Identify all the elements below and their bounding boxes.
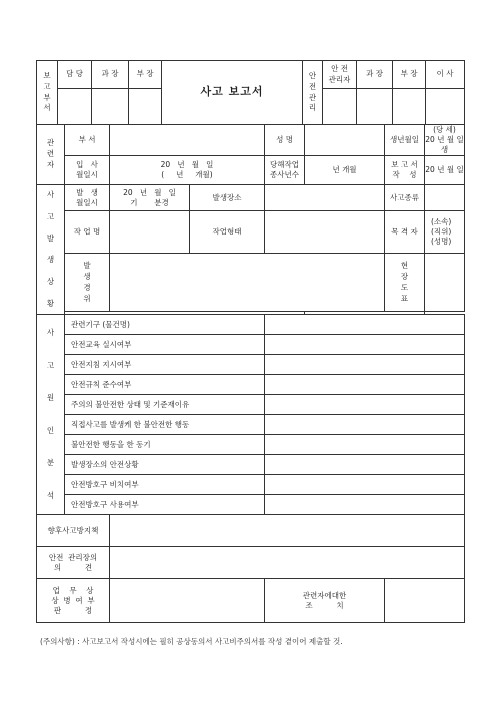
birth-label: 생년월일 [385,125,425,156]
cause-item-label: 안전방호구 비치여부 [65,475,265,495]
safety-mgmt-label: 안 전 관 리 [303,61,323,125]
written-date-field[interactable]: 20 년 월 일 [425,156,465,185]
sign-box-director[interactable] [426,89,465,125]
cause-item-label: 직접사고를 발생케 한 불안전한 행동 [65,415,265,435]
process-label: 발 생 경 위 [65,254,110,312]
process-field[interactable] [110,254,385,312]
manager-opinion-field[interactable] [110,547,465,579]
dept-label: 부 서 [65,125,110,156]
accident-report-table [36,124,465,623]
page-title: 사고 보고서 [162,61,303,125]
manager-opinion-label: 안전 관리장의 의 견 [37,547,110,579]
work-years-label: 당해작업 종사년수 [265,156,305,185]
sign-box-section-chief-2[interactable] [357,89,393,125]
cause-item-field[interactable] [265,455,465,475]
sign-box-in-charge[interactable] [58,89,92,125]
name-label: 성 명 [265,125,305,156]
work-name-field[interactable] [110,211,190,254]
witness-name-text: (성명) [431,237,452,247]
witness-title-text: (직위) [431,227,452,237]
approval-header-table [36,60,465,125]
work-years-field[interactable]: 년 개월 [305,156,385,185]
sign-box-safety-manager[interactable] [323,89,357,125]
work-form-field[interactable] [265,211,385,254]
occur-datetime-label: 발 생 월일시 [65,185,110,211]
prevention-label: 향후사고방지책 [37,515,110,547]
prevention-field[interactable] [110,515,465,547]
sign-box-dept-head-2[interactable] [393,89,426,125]
place-label: 발생장소 [190,185,265,211]
report-dept-label: 보 고 부 서 [37,61,58,125]
birth-date-text: 20 년 월 일생 [425,135,464,155]
name-field[interactable] [305,125,385,156]
place-field[interactable] [265,185,385,211]
occur-datetime-field[interactable]: 20 년 월 일 기 분경 [110,185,190,211]
written-label: 보 고 서 작 성 [385,156,425,185]
site-diagram-field[interactable] [425,254,465,312]
sign-box-section-chief[interactable] [92,89,129,125]
cause-item-label: 안전지침 지시여부 [65,355,265,375]
sign-box-dept-head[interactable] [129,89,162,125]
cause-item-field[interactable] [265,435,465,455]
cause-item-label: 발생장소의 안전상황 [65,455,265,475]
cause-item-field[interactable] [265,495,465,515]
duty-illness-field[interactable] [110,579,265,623]
witness-dept-text: (소속) [431,217,452,227]
cause-item-label: 불안전한 행동을 한 동기 [65,435,265,455]
accident-type-field[interactable] [425,185,465,211]
age-text: (당 세) [433,125,456,134]
site-diagram-label: 현 장 도 표 [385,254,425,312]
cause-item-label: 안전교육 실시여부 [65,335,265,355]
section-chief-label: 과 장 [92,61,129,89]
related-person-label: 관 련 자 [37,125,65,185]
dept-head-2-label: 부 장 [393,61,426,89]
work-name-label: 작 업 명 [65,211,110,254]
duty-illness-label: 업 무 상 상 병 여 부 판 정 [37,579,110,623]
cause-section-label: 사 고 원 인 분 석 [37,315,65,515]
situation-section-label: 사 고 발 생 상 황 [37,185,65,315]
cause-item-field[interactable] [265,395,465,415]
witness-label: 목 격 자 [385,211,425,254]
director-label: 이 사 [426,61,465,89]
cause-item-field[interactable] [265,315,465,335]
in-charge-label: 담 당 [58,61,92,89]
accident-type-label: 사고종류 [385,185,425,211]
work-form-label: 작업형태 [190,211,265,254]
cause-item-label: 관련기구 (물건명) [65,315,265,335]
cause-item-label: 안전방호구 사용여부 [65,495,265,515]
dept-head-label: 부 장 [129,61,162,89]
dept-field[interactable] [110,125,265,156]
measures-label: 관련자에대한 조 치 [265,579,385,623]
cause-item-field[interactable] [265,475,465,495]
safety-manager-label: 안 전 관리자 [323,61,357,89]
measures-field[interactable] [385,579,465,623]
cause-item-label: 안전규칙 준수여부 [65,375,265,395]
cause-item-field[interactable] [265,415,465,435]
cause-item-field[interactable] [265,375,465,395]
notice-text: (주의사항) : 사고보고서 작성시에는 필히 공상동의서 사고비주의서를 작성 곁이어 제출할 것. [40,637,343,646]
section-chief-2-label: 과 장 [357,61,393,89]
hire-date-field[interactable]: 20 년 월 일 ( 년 개월) [110,156,265,185]
birth-field[interactable] [425,125,465,156]
cause-item-field[interactable] [265,355,465,375]
hire-date-label: 입 사 월일시 [65,156,110,185]
cause-item-field[interactable] [265,335,465,355]
witness-field[interactable] [425,211,465,254]
cause-item-label: 주의의 불안전한 상태 및 기준재이유 [65,395,265,415]
